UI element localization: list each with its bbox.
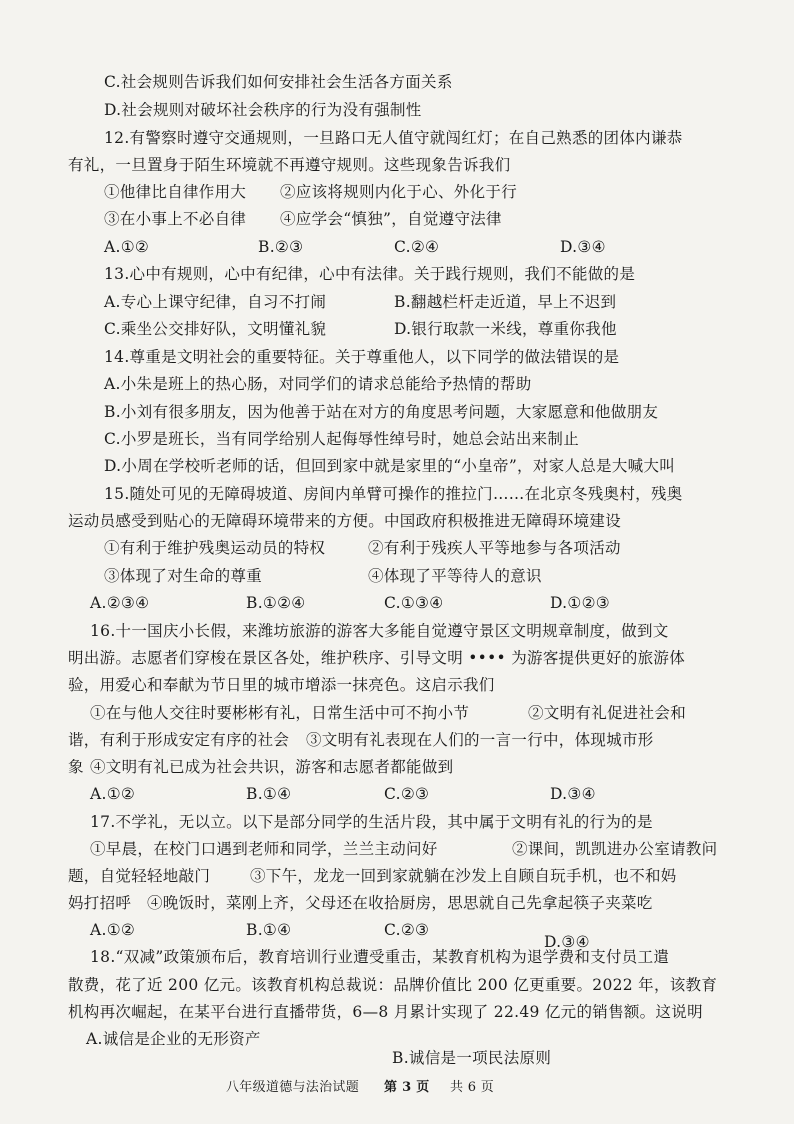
q16-option-a: A.①② [90,785,136,803]
q15-stem-cont: 运动员感受到贴心的无障碍环境带来的方便。中国政府积极推进无障碍环境建设 [68,512,622,530]
q17-statement-1: ①早晨，在校门口遇到老师和同学，兰兰主动问好 [90,840,438,858]
q14-option-b: B.小刘有很多朋友，因为他善于站在对方的角度思考问题，大家愿意和他做朋友 [104,403,659,421]
q16-statement-3-cont: 象 [68,758,84,776]
q12-statement-2: ②应该将规则内化于心、外化于行 [280,183,518,201]
q15-option-d: D.①②③ [550,594,610,612]
q17-statement-2-cont: 题，自觉轻轻地敲门 [68,867,211,885]
q17-statement-4: 妈打招呼 ④晚饭时，菜刚上齐，父母还在收拾厨房，思思就自己先拿起筷子夹菜吃 [68,894,653,912]
q15-statement-3: ③体现了对生命的尊重 [104,567,263,585]
q13-option-c: C.乘坐公交排好队，文明懂礼貌 [104,320,327,338]
q16-statement-4: ④文明有礼已成为社会共识，游客和志愿者都能做到 [90,758,454,776]
q16-option-b: B.①④ [246,785,292,803]
q16-statement-3: ③文明有礼表现在人们的一言一行中，体现城市形 [306,731,654,749]
q16-option-c: C.②③ [384,785,430,803]
q12-option-d: D.③④ [560,238,606,256]
q16-statement-1: ①在与他人交往时要彬彬有礼，日常生活中可不拘小节 [90,704,470,722]
q13-option-d: D.银行取款一米线，尊重你我他 [394,320,617,338]
q12-option-b: B.②③ [258,238,304,256]
q17-option-b: B.①④ [246,921,292,939]
q17-stem: 17.不学礼，无以立。以下是部分同学的生活片段，其中属于文明有礼的行为的是 [90,813,653,831]
q11-option-c: C.社会规则告诉我们如何安排社会生活各方面关系 [104,73,453,91]
q16-option-d: D.③④ [550,785,596,803]
q16-stem: 16.十一国庆小长假，来潍坊旅游的游客大多能自觉遵守景区文明规章制度，做到文 [90,622,669,640]
q12-option-c: C.②④ [394,238,440,256]
q18-option-a: A.诚信是企业的无形资产 [86,1030,261,1048]
q11-option-d: D.社会规则对破坏社会秩序的行为没有强制性 [104,101,422,119]
q15-statement-4: ④体现了平等待人的意识 [368,567,542,585]
footer-total-pages: 共 6 页 [450,1080,495,1095]
q16-statement-2-cont: 谐，有利于形成安定有序的社会 [68,731,290,749]
q18-stem-cont-1: 散费，花了近 200 亿元。该教育机构总裁说：品牌价值比 200 亿更重要。2022 年，该教育 [68,976,718,994]
q15-option-c: C.①③④ [384,594,444,612]
q17-option-c: C.②③ [384,921,430,939]
q16-statement-2: ②文明有礼促进社会和 [528,704,687,722]
q12-option-a: A.①② [104,238,150,256]
q15-statement-2: ②有利于残疾人平等地参与各项活动 [368,539,621,557]
q16-stem-cont-1: 明出游。志愿者们穿梭在景区各处，维护秩序、引导文明 •••• 为游客提供更好的旅游体 [68,649,686,667]
q15-option-a: A.②③④ [90,594,150,612]
q17-option-d: D.③④ [544,933,590,951]
q13-option-b: B.翻越栏杆走近道，早上不迟到 [394,293,617,311]
q16-stem-cont-2: 验，用爱心和奉献为节日里的城市增添一抹亮色。这启示我们 [68,676,495,694]
footer-page-number: 第 3 页 [384,1080,430,1095]
q15-option-b: B.①②④ [246,594,306,612]
q13-option-a: A.专心上课守纪律，自习不打闹 [104,293,327,311]
q12-stem-cont: 有礼，一旦置身于陌生环境就不再遵守规则。这些现象告诉我们 [68,156,511,174]
q18-stem-cont-2: 机构再次崛起，在某平台进行直播带货，6—8 月累计实现了 22.49 亿元的销售额。这说明 [68,1003,703,1021]
q14-option-c: C.小罗是班长，当有同学给别人起侮辱性绰号时，她总会站出来制止 [104,430,580,448]
q13-stem: 13.心中有规则，心中有纪律，心中有法律。关于践行规则，我们不能做的是 [104,265,636,283]
q17-statement-3: ③下午，龙龙一回到家就躺在沙发上自顾自玩手机，也不和妈 [250,867,677,885]
q12-statement-3: ③在小事上不必自律 [104,210,247,228]
footer-subject: 八年级道德与法治试题 [226,1080,360,1095]
q12-statement-1: ①他律比自律作用大 [104,183,247,201]
q12-stem: 12.有警察时遵守交通规则，一旦路口无人值守就闯红灯；在自己熟悉的团体内谦恭 [104,129,683,147]
q14-option-a: A.小朱是班上的热心肠，对同学们的请求总能给予热情的帮助 [104,375,532,393]
q18-option-b: B.诚信是一项民法原则 [392,1049,552,1067]
q12-statement-4: ④应学会“慎独”，自觉遵守法律 [280,210,502,228]
q18-stem: 18.“双减”政策颁布后，教育培训行业遭受重击，某教育机构为退学费和支付员工遣 [90,948,670,966]
q15-stem: 15.随处可见的无障碍坡道、房间内单臂可操作的推拉门……在北京冬残奥村，残奥 [104,485,683,503]
q17-statement-2: ②课间，凯凯进办公室请教问 [512,840,718,858]
q14-stem: 14.尊重是文明社会的重要特征。关于尊重他人，以下同学的做法错误的是 [104,348,620,366]
q17-option-a: A.①② [90,921,136,939]
q15-statement-1: ①有利于维护残奥运动员的特权 [104,539,326,557]
q14-option-d: D.小周在学校听老师的话，但回到家中就是家里的“小皇帝”，对家人总是大喊大叫 [104,457,676,475]
